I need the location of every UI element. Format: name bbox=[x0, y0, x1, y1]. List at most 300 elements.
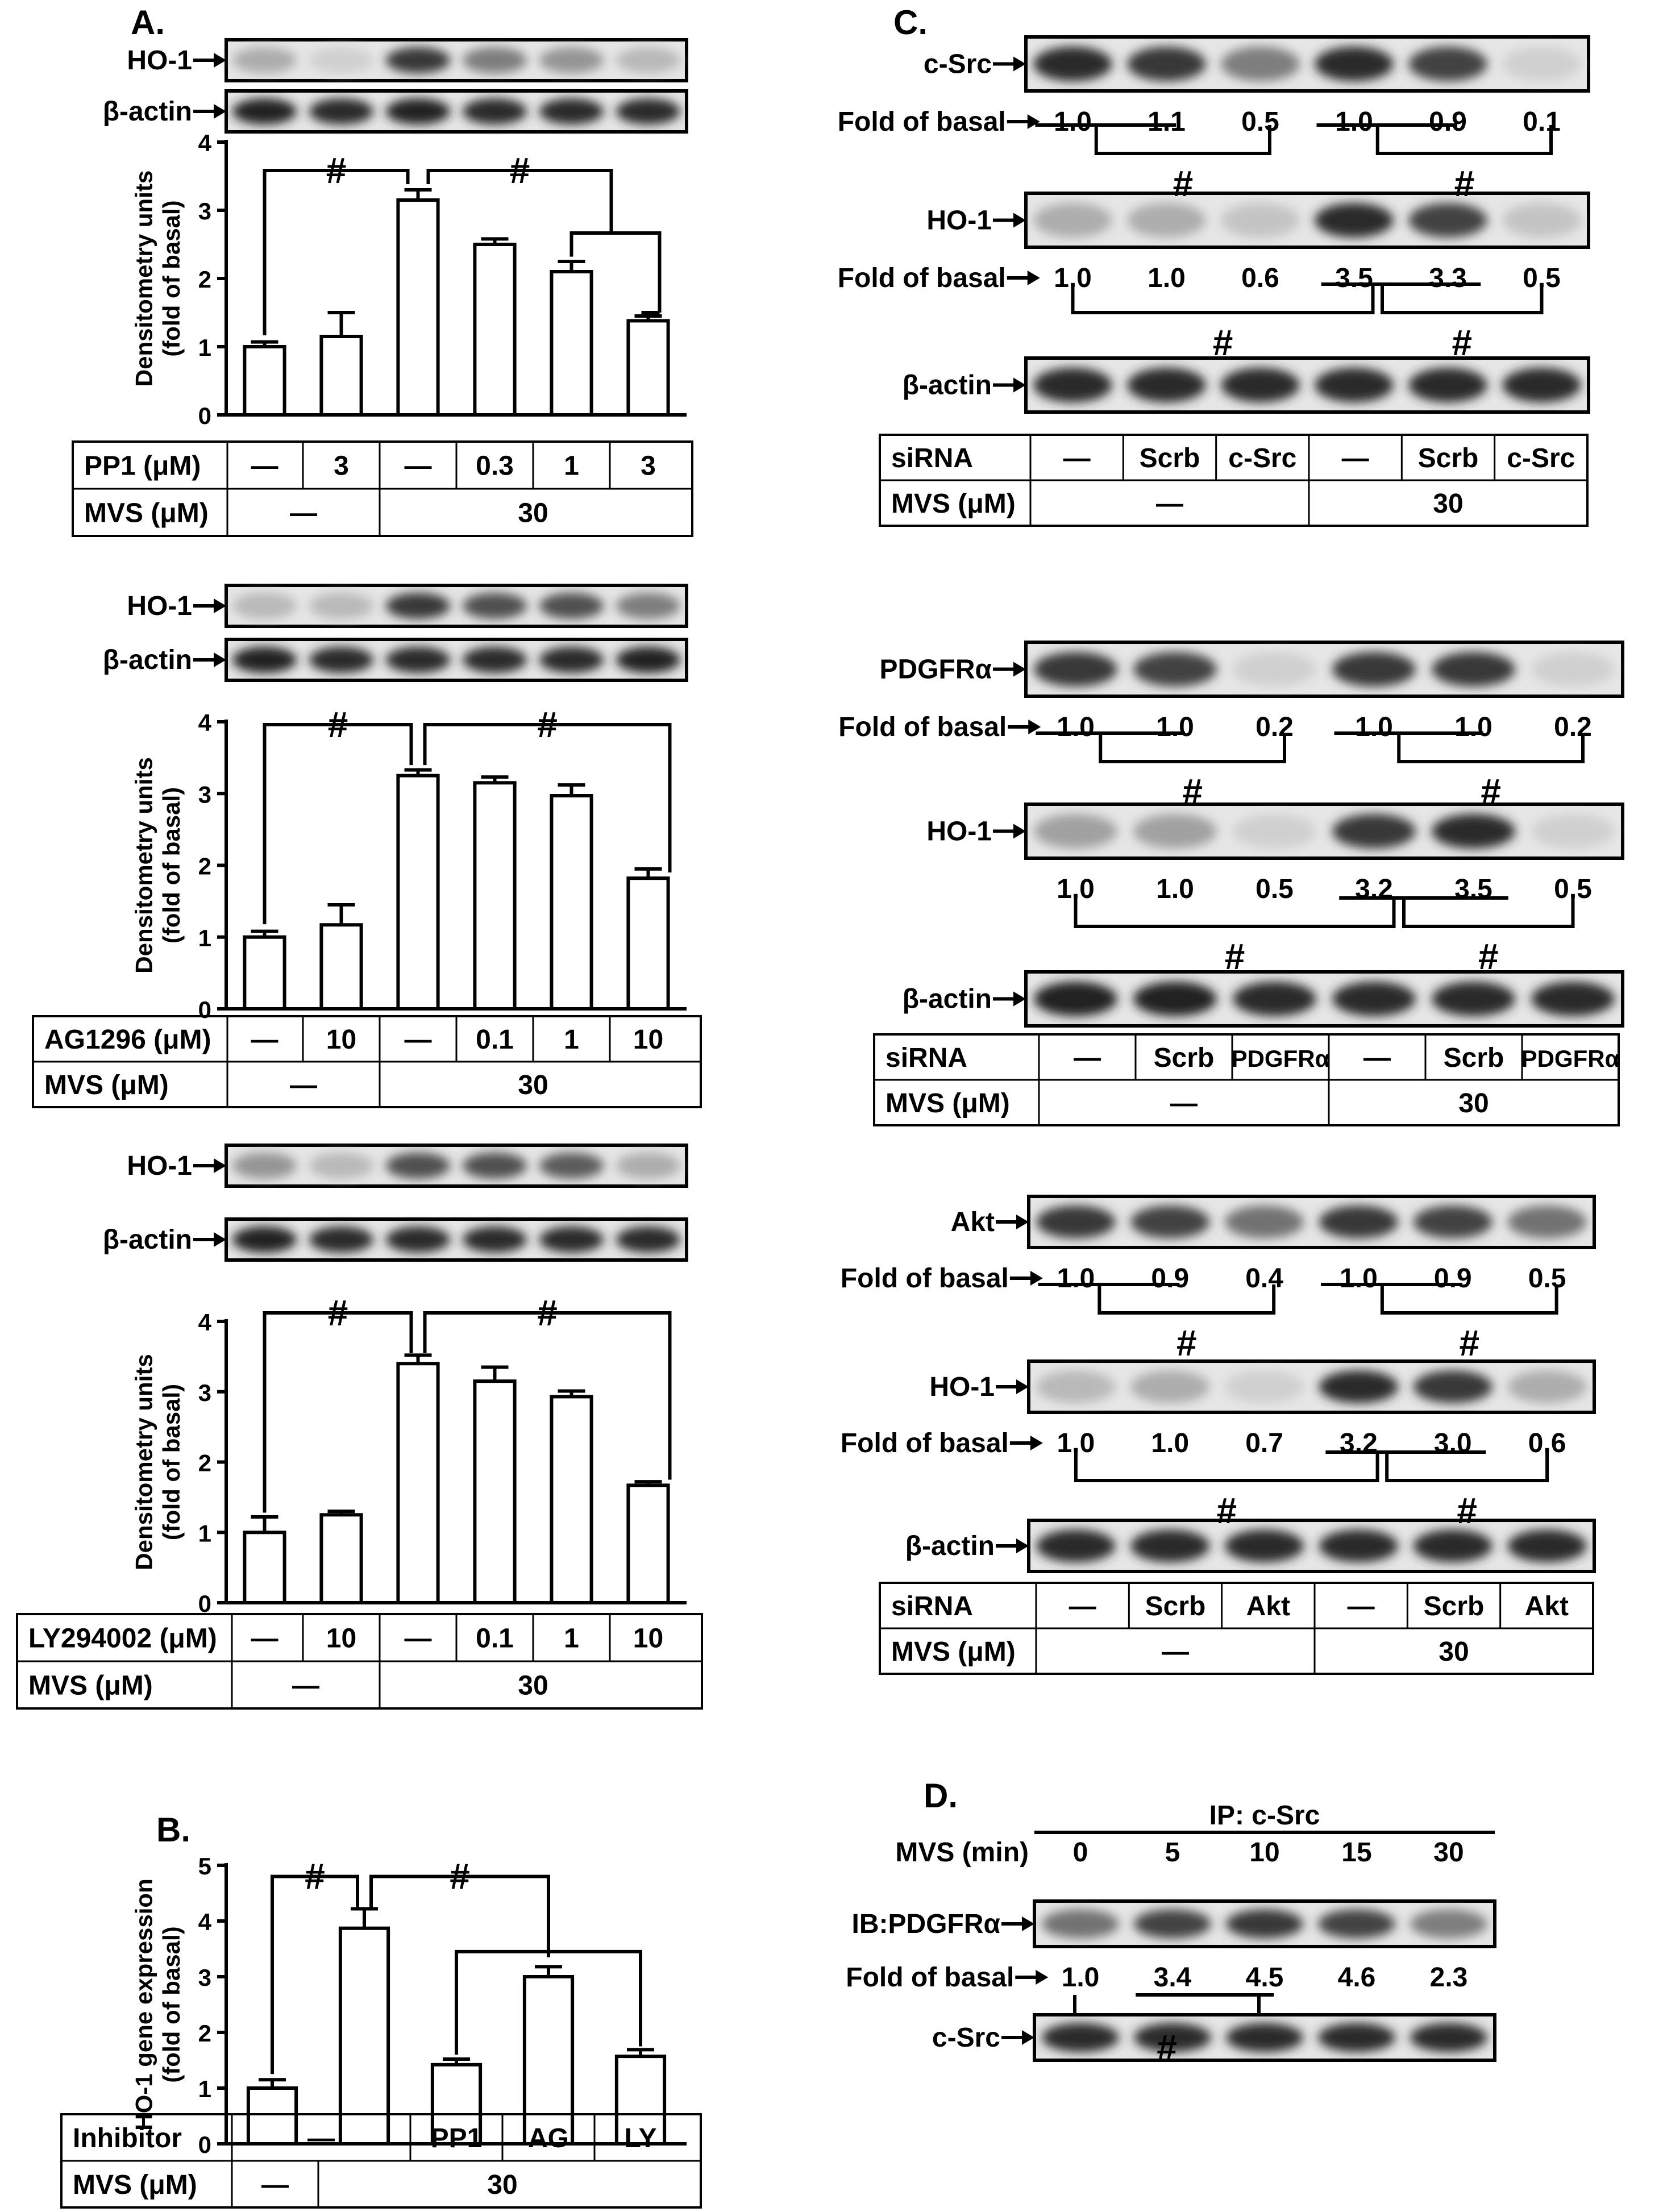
table-row-label: MVS (μM) bbox=[84, 498, 209, 529]
bracket-line bbox=[265, 171, 408, 335]
blot-band bbox=[1332, 652, 1416, 687]
blot-1 bbox=[1029, 1361, 1594, 1412]
sig-mark: # bbox=[509, 150, 530, 191]
y-tick-label: 0 bbox=[198, 1590, 211, 1617]
sig-mark: # bbox=[1173, 163, 1194, 204]
blot-label: HO-1 bbox=[929, 1372, 995, 1402]
sig-mark: # bbox=[1182, 771, 1203, 812]
bar bbox=[244, 347, 284, 415]
blot-band bbox=[1130, 1370, 1209, 1403]
blot-band bbox=[1130, 1205, 1209, 1238]
y-tick-label: 2 bbox=[198, 2020, 211, 2047]
y-tick-label: 3 bbox=[198, 1964, 211, 1991]
table-cell: — bbox=[1156, 489, 1183, 519]
blot-band bbox=[1233, 982, 1316, 1016]
table-row-label: AG1296 (μM) bbox=[44, 1025, 211, 1055]
table-row-label: MVS (μM) bbox=[891, 489, 1016, 519]
blot-band bbox=[1225, 1370, 1304, 1403]
blot-band bbox=[1332, 814, 1416, 849]
blot-band bbox=[1036, 1529, 1115, 1562]
arrow-icon bbox=[214, 53, 226, 68]
bar bbox=[551, 796, 591, 1009]
table-cell: — bbox=[251, 1623, 278, 1654]
blot-band bbox=[386, 1153, 450, 1179]
table-cell: AG bbox=[528, 2123, 569, 2153]
fold-value: 3.2 bbox=[1355, 874, 1393, 904]
fold-value: 0.2 bbox=[1554, 712, 1592, 742]
table-cell: 30 bbox=[518, 1670, 548, 1701]
table-cell: 10 bbox=[326, 1025, 357, 1055]
arrow-icon bbox=[1013, 378, 1026, 393]
blot-band bbox=[1432, 814, 1515, 849]
blot-label: HO-1 bbox=[926, 205, 992, 236]
bar bbox=[248, 2088, 296, 2144]
blot-band bbox=[616, 47, 680, 73]
table-cell: 30 bbox=[1439, 1637, 1469, 1667]
sig-bracket bbox=[1382, 1284, 1557, 1363]
blot-band bbox=[1127, 368, 1206, 402]
blot-band bbox=[1531, 982, 1615, 1016]
sig-mark: # bbox=[537, 1292, 558, 1333]
bar bbox=[398, 1363, 438, 1603]
table-cell: — bbox=[261, 2170, 289, 2200]
blot-band bbox=[1318, 1909, 1395, 1938]
sig-mark: # bbox=[1157, 2027, 1177, 2068]
y-tick-label: 1 bbox=[198, 1520, 211, 1547]
fold-value: 1.0 bbox=[1335, 107, 1373, 137]
table-row-label: Inhibitor bbox=[73, 2123, 182, 2153]
panel-letter: D. bbox=[924, 1777, 958, 1815]
sig-mark: # bbox=[450, 1856, 470, 1897]
table-cell: PDGFRα bbox=[1231, 1045, 1330, 1072]
blot-label: Fold of basal bbox=[846, 1962, 1015, 1993]
sig-bracket bbox=[425, 1292, 670, 1479]
table-cell: Scrb bbox=[1417, 443, 1479, 473]
blot-label: β-actin bbox=[102, 1225, 192, 1255]
table-cell: 3 bbox=[641, 451, 656, 481]
table-cell: 30 bbox=[518, 498, 548, 529]
blot-band bbox=[1408, 368, 1487, 402]
y-tick-label: 4 bbox=[198, 130, 211, 156]
fold-value: 1.0 bbox=[1148, 263, 1186, 293]
blot-band bbox=[539, 98, 604, 124]
arrow-icon bbox=[1028, 271, 1040, 285]
table-cell: 1 bbox=[564, 1025, 579, 1055]
table-cell: 10 bbox=[633, 1025, 664, 1055]
blot-band bbox=[1507, 1529, 1586, 1562]
blot-band bbox=[1221, 47, 1300, 81]
table-cell: 30 bbox=[1458, 1088, 1489, 1119]
y-tick-label: 1 bbox=[198, 924, 211, 951]
table-cell: 30 bbox=[487, 2170, 518, 2200]
sig-mark: # bbox=[537, 704, 558, 745]
blot-band bbox=[1127, 203, 1206, 238]
table-row-label: MVS (μM) bbox=[73, 2170, 197, 2200]
sig-bracket bbox=[1100, 733, 1284, 812]
fold-value: 3.4 bbox=[1153, 1962, 1192, 1993]
blot-band bbox=[463, 593, 527, 619]
table-cell: PP1 bbox=[430, 2123, 483, 2153]
fold-value: 0.5 bbox=[1241, 107, 1279, 137]
fold-value: 0.9 bbox=[1151, 1263, 1190, 1294]
blot-band bbox=[1410, 2023, 1487, 2052]
blot-band bbox=[309, 1153, 373, 1179]
blot-band bbox=[1034, 652, 1117, 687]
y-tick-label: 4 bbox=[198, 1309, 211, 1336]
sig-bracket bbox=[371, 1856, 548, 1957]
bar bbox=[628, 1485, 668, 1603]
table-row-label: siRNA bbox=[891, 443, 974, 473]
table-cell: c-Src bbox=[1507, 443, 1575, 473]
blot-band bbox=[463, 98, 527, 124]
blot-band bbox=[1413, 1370, 1492, 1403]
blot-band bbox=[309, 593, 373, 619]
fold-value: 0.5 bbox=[1528, 1263, 1566, 1294]
arrow-icon bbox=[1016, 1215, 1029, 1229]
bracket-line bbox=[1076, 898, 1394, 926]
bar bbox=[525, 1977, 572, 2144]
sig-mark: # bbox=[1459, 1323, 1480, 1363]
y-tick-label: 4 bbox=[198, 709, 211, 736]
table-cell: — bbox=[251, 1025, 278, 1055]
blot-band bbox=[1332, 982, 1416, 1016]
fold-value: 2.3 bbox=[1429, 1962, 1468, 1993]
blot-band bbox=[1033, 47, 1112, 81]
fold-value: 1.0 bbox=[1156, 874, 1194, 904]
blot-band bbox=[463, 47, 527, 73]
fold-value: 0.5 bbox=[1255, 874, 1294, 904]
table-cell: 10 bbox=[633, 1623, 664, 1654]
table-cell: 1 bbox=[564, 1623, 579, 1654]
blot-band bbox=[1233, 652, 1316, 687]
blot-band bbox=[1134, 1909, 1211, 1938]
blot-band bbox=[616, 1153, 680, 1179]
bracket-line bbox=[425, 1313, 670, 1479]
blot-0 bbox=[226, 585, 687, 626]
table-cell: — bbox=[404, 1025, 432, 1055]
time-value: 5 bbox=[1165, 1837, 1180, 1868]
blot-band bbox=[1221, 203, 1300, 238]
blot-band bbox=[539, 1153, 604, 1179]
blot-band bbox=[616, 1226, 680, 1253]
fold-value: 4.5 bbox=[1245, 1962, 1284, 1993]
fold-value: 4.6 bbox=[1337, 1962, 1376, 1993]
blot-label: IB:PDGFRα bbox=[851, 1909, 1000, 1939]
bracket-line bbox=[425, 725, 670, 872]
bar bbox=[321, 925, 361, 1009]
table-row-label: siRNA bbox=[885, 1043, 968, 1073]
arrow-icon bbox=[1013, 992, 1026, 1007]
fold-value: 1.0 bbox=[1340, 1263, 1378, 1294]
blot-label: β-actin bbox=[102, 97, 192, 127]
blot-label: Fold of basal bbox=[837, 107, 1006, 137]
table-row-label: siRNA bbox=[891, 1591, 974, 1621]
fold-value: 0.6 bbox=[1241, 263, 1279, 293]
blot-label: HO-1 bbox=[127, 1151, 192, 1181]
fold-value: 1.1 bbox=[1148, 107, 1186, 137]
table-cell: 30 bbox=[518, 1070, 548, 1100]
table-cell: — bbox=[1341, 443, 1369, 473]
blot-label: β-actin bbox=[902, 370, 992, 401]
arrow-icon bbox=[214, 598, 226, 613]
blot-band bbox=[1432, 982, 1515, 1016]
sig-bracket bbox=[425, 704, 670, 872]
y-tick-label: 1 bbox=[198, 334, 211, 361]
blot-1 bbox=[226, 1219, 687, 1260]
blot-label: Akt bbox=[950, 1207, 995, 1237]
arrow-icon bbox=[1016, 1539, 1029, 1553]
bracket-line bbox=[265, 1313, 411, 1513]
blot-band bbox=[1036, 1205, 1115, 1238]
arrow-icon bbox=[1013, 213, 1026, 228]
table-row-label: MVS (μM) bbox=[891, 1637, 1016, 1667]
y-tick-label: 3 bbox=[198, 198, 211, 224]
sig-bracket bbox=[1399, 733, 1583, 812]
blot-band bbox=[1042, 1909, 1119, 1938]
blot-1 bbox=[1026, 193, 1589, 247]
table-cell: 30 bbox=[1433, 489, 1464, 519]
table-row-label: MVS (μM) bbox=[885, 1088, 1010, 1119]
blot-band bbox=[386, 593, 450, 619]
blot-band bbox=[1225, 1529, 1304, 1562]
sig-mark: # bbox=[1454, 163, 1475, 204]
blot-2 bbox=[1026, 972, 1623, 1026]
blot-band bbox=[386, 1226, 450, 1253]
blot-0 bbox=[226, 40, 687, 81]
blot-band bbox=[1133, 652, 1217, 687]
blot-label: HO-1 bbox=[127, 591, 192, 621]
blot-band bbox=[1034, 982, 1117, 1016]
blot-band bbox=[232, 98, 297, 124]
fold-value: 0.5 bbox=[1523, 263, 1561, 293]
time-value: 30 bbox=[1433, 1837, 1464, 1868]
panel-letter: C. bbox=[893, 3, 928, 41]
blot-band bbox=[1410, 1909, 1487, 1938]
arrow-icon bbox=[1013, 57, 1026, 72]
blot-label: β-actin bbox=[102, 645, 192, 675]
blot-1 bbox=[1034, 2015, 1495, 2060]
fold-value: 0.7 bbox=[1245, 1428, 1283, 1458]
bar bbox=[551, 272, 591, 415]
fold-value: 0.6 bbox=[1528, 1428, 1566, 1458]
blot-band bbox=[1507, 1370, 1586, 1403]
blot-band bbox=[1315, 203, 1394, 238]
blot-band bbox=[463, 1226, 527, 1253]
blot-band bbox=[386, 98, 450, 124]
blot-band bbox=[386, 47, 450, 73]
fold-value: 0.2 bbox=[1255, 712, 1294, 742]
table-cell: — bbox=[292, 1670, 319, 1701]
bar bbox=[398, 200, 438, 415]
blot-label: PDGFRα bbox=[879, 654, 992, 685]
bracket-line bbox=[1076, 1452, 1378, 1481]
bar bbox=[244, 937, 284, 1009]
y-axis-label: Densitometry units(fold of basal) bbox=[130, 170, 185, 387]
blot-band bbox=[1408, 203, 1487, 238]
table-cell: — bbox=[404, 1623, 432, 1654]
fold-value: 3.5 bbox=[1454, 874, 1492, 904]
bar bbox=[244, 1532, 284, 1603]
y-tick-label: 2 bbox=[198, 1449, 211, 1477]
table-cell: — bbox=[307, 2123, 335, 2153]
bar bbox=[475, 1381, 514, 1603]
blot-band bbox=[1507, 1205, 1586, 1238]
bar bbox=[340, 1928, 388, 2144]
sig-bracket bbox=[265, 150, 408, 335]
table-cell: LY bbox=[624, 2123, 657, 2153]
sig-bracket bbox=[429, 150, 612, 233]
y-axis-label: HO-1 gene expression(fold of basal) bbox=[130, 1878, 185, 2131]
table-cell: Scrb bbox=[1145, 1591, 1206, 1621]
blot-band bbox=[1042, 2023, 1119, 2052]
time-label: MVS (min) bbox=[895, 1837, 1029, 1868]
y-tick-label: 4 bbox=[198, 1909, 211, 1935]
bar bbox=[551, 1396, 591, 1603]
y-tick-label: 0 bbox=[198, 402, 211, 429]
table-cell: 1 bbox=[564, 451, 579, 481]
blot-band bbox=[1233, 814, 1316, 849]
blot-band bbox=[1315, 47, 1394, 81]
blot-band bbox=[1531, 814, 1615, 849]
blot-band bbox=[1221, 368, 1300, 402]
sig-bracket bbox=[265, 1292, 411, 1513]
blot-band bbox=[1531, 652, 1615, 687]
fold-value: 1.0 bbox=[1156, 712, 1194, 742]
sig-mark: # bbox=[1457, 1490, 1477, 1531]
arrow-icon bbox=[214, 1158, 226, 1173]
blot-band bbox=[539, 647, 604, 673]
blot-band bbox=[1133, 982, 1217, 1016]
fold-value: 1.0 bbox=[1057, 1263, 1095, 1294]
blot-band bbox=[1413, 1205, 1492, 1238]
table-cell: — bbox=[404, 451, 432, 481]
blot-band bbox=[539, 1226, 604, 1253]
table-cell: 0.3 bbox=[476, 451, 514, 481]
fold-value: 1.0 bbox=[1454, 712, 1492, 742]
table-cell: — bbox=[1170, 1088, 1198, 1119]
sig-bracket bbox=[1073, 284, 1373, 363]
fold-value: 1.0 bbox=[1054, 263, 1092, 293]
sig-bracket bbox=[265, 704, 411, 924]
y-tick-label: 0 bbox=[198, 996, 211, 1023]
blot-band bbox=[232, 1226, 297, 1253]
table-cell: Akt bbox=[1246, 1591, 1291, 1621]
blot-band bbox=[1319, 1370, 1398, 1403]
table-cell: Scrb bbox=[1423, 1591, 1485, 1621]
blot-band bbox=[616, 98, 680, 124]
blot-1 bbox=[226, 639, 687, 680]
table-row-label: PP1 (μM) bbox=[84, 451, 201, 481]
blot-band bbox=[1034, 814, 1117, 849]
y-tick-label: 3 bbox=[198, 1379, 211, 1406]
blot-band bbox=[1130, 1529, 1209, 1562]
sig-mark: # bbox=[326, 150, 347, 191]
blot-label: Fold of basal bbox=[838, 712, 1007, 742]
blot-band bbox=[463, 647, 527, 673]
blot-label: β-actin bbox=[902, 984, 992, 1014]
blot-band bbox=[309, 1226, 373, 1253]
blot-band bbox=[386, 647, 450, 673]
blot-band bbox=[539, 593, 604, 619]
bar bbox=[398, 776, 438, 1009]
blot-band bbox=[1133, 814, 1217, 849]
bar bbox=[475, 783, 514, 1009]
y-tick-label: 2 bbox=[198, 853, 211, 880]
y-tick-label: 2 bbox=[198, 266, 211, 293]
y-tick-label: 3 bbox=[198, 781, 211, 808]
blot-1 bbox=[1026, 804, 1623, 858]
table-cell: — bbox=[251, 451, 278, 481]
bracket-line bbox=[265, 725, 411, 924]
arrow-icon bbox=[1013, 824, 1026, 839]
fold-value: 1.0 bbox=[1061, 1962, 1100, 1993]
table-cell: 10 bbox=[326, 1623, 357, 1654]
bar bbox=[475, 244, 514, 415]
fold-value: 3.0 bbox=[1433, 1428, 1472, 1458]
arrow-icon bbox=[214, 104, 226, 119]
y-tick-label: 5 bbox=[198, 1853, 211, 1880]
table-row-label: MVS (μM) bbox=[28, 1670, 153, 1701]
table-cell: Akt bbox=[1524, 1591, 1569, 1621]
sig-mark: # bbox=[327, 704, 348, 745]
blot-band bbox=[1413, 1529, 1492, 1562]
table-cell: — bbox=[1363, 1043, 1391, 1073]
fold-value: 0.4 bbox=[1245, 1263, 1283, 1294]
table-cell: — bbox=[1074, 1043, 1101, 1073]
table-cell: c-Src bbox=[1228, 443, 1297, 473]
bracket-line bbox=[1073, 284, 1373, 313]
bar bbox=[321, 336, 361, 415]
blot-label: β-actin bbox=[905, 1531, 995, 1561]
blot-band bbox=[539, 47, 604, 73]
y-axis-label: Densitometry units(fold of basal) bbox=[130, 757, 185, 974]
blot-band bbox=[1226, 1909, 1303, 1938]
blot-band bbox=[1033, 368, 1112, 402]
table-cell: Scrb bbox=[1139, 443, 1200, 473]
table-cell: Scrb bbox=[1443, 1043, 1504, 1073]
blot-2 bbox=[1026, 358, 1589, 412]
table-cell: — bbox=[1069, 1591, 1096, 1621]
blot-label: Fold of basal bbox=[840, 1428, 1009, 1458]
fold-value: 3.3 bbox=[1429, 263, 1467, 293]
table-cell: PDGFRα bbox=[1521, 1045, 1620, 1072]
table-cell: — bbox=[1347, 1591, 1375, 1621]
blot-band bbox=[463, 1153, 527, 1179]
table-cell: 0.1 bbox=[476, 1025, 514, 1055]
y-tick-label: 0 bbox=[198, 2131, 211, 2158]
bracket-line bbox=[1075, 1995, 1259, 2015]
blot-band bbox=[1315, 368, 1394, 402]
time-value: 10 bbox=[1249, 1837, 1280, 1868]
fold-value: 1.0 bbox=[1057, 1428, 1095, 1458]
blot-band bbox=[309, 647, 373, 673]
fold-value: 1.0 bbox=[1057, 874, 1095, 904]
sig-mark: # bbox=[1481, 771, 1501, 812]
table-cell: — bbox=[1063, 443, 1091, 473]
y-tick-label: 1 bbox=[198, 2076, 211, 2102]
table-cell: Scrb bbox=[1153, 1043, 1215, 1073]
fold-value: 3.5 bbox=[1335, 263, 1373, 293]
table-cell: 0.1 bbox=[476, 1623, 514, 1654]
blot-band bbox=[1502, 47, 1581, 81]
blot-band bbox=[1225, 1205, 1304, 1238]
bar bbox=[628, 878, 668, 1009]
sig-mark: # bbox=[1224, 936, 1245, 977]
arrow-icon bbox=[214, 1232, 226, 1247]
table-row-label: LY294002 (μM) bbox=[28, 1623, 217, 1654]
arrow-icon bbox=[1022, 2030, 1034, 2045]
fold-value: 0.1 bbox=[1523, 107, 1561, 137]
